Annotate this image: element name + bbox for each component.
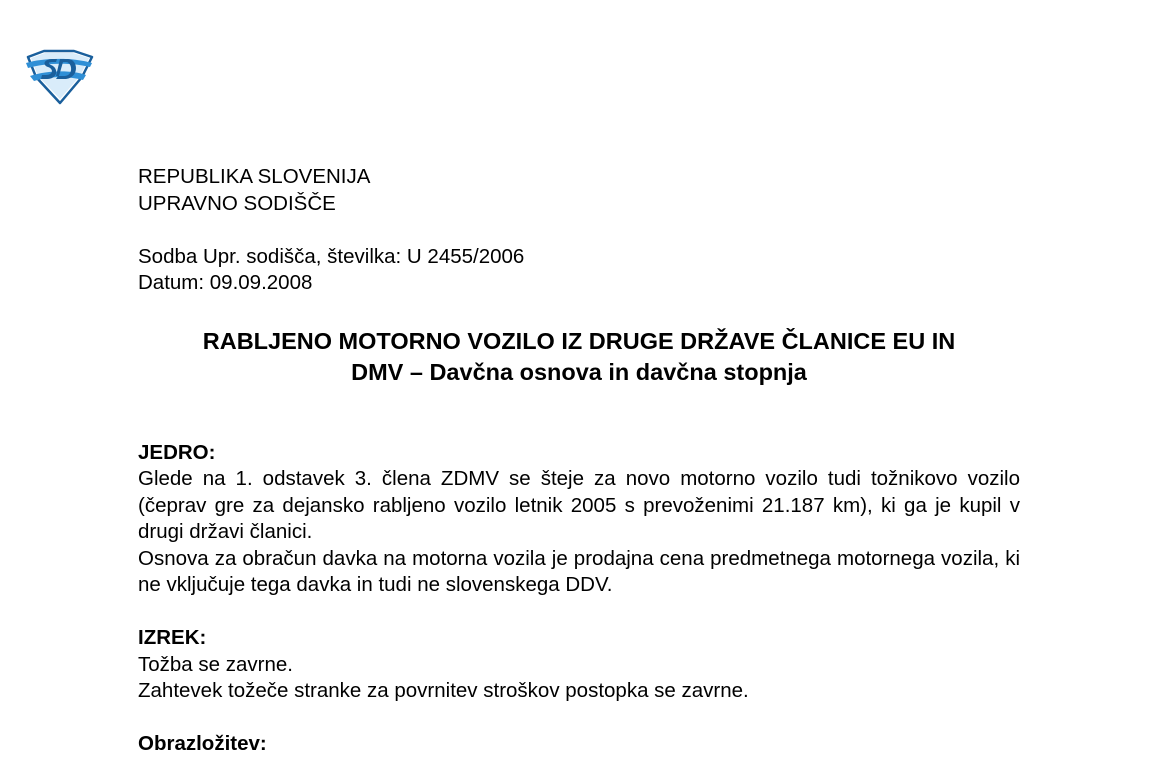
izrek-heading: IZREK: bbox=[138, 626, 207, 649]
title-line-1: RABLJENO MOTORNO VOZILO IZ DRUGE DRŽAVE ČLANICE EU IN bbox=[202, 327, 956, 354]
judgment-date: Datum: 09.09.2008 bbox=[138, 271, 313, 294]
jedro-paragraph-1: Glede na 1. odstavek 3. člena ZDMV se šteje za novo motorno vozilo tudi tožnikovo vozilo (čeprav gre za dejansko rabljeno vozilo letnik 2005 s prevoženimi 21.187 km), ki ga je kupil v drugi državi članici. bbox=[138, 467, 1020, 543]
court-label: UPRAVNO SODIŠČE bbox=[138, 191, 336, 215]
section-izrek bbox=[138, 625, 1020, 705]
izrek-line-2: Zahtevek tožeče stranke za povrnitev stroškov postopka se zavrne. bbox=[138, 679, 749, 702]
document-body bbox=[138, 164, 1020, 758]
republic-label: REPUBLIKA SLOVENIJA bbox=[138, 165, 371, 188]
jedro-paragraph-2: Osnova za obračun davka na motorna vozila je prodajna cena predmetnega motornega vozila, ki ne vključuje tega davka in tudi ne slovenskega DDV. bbox=[138, 546, 1020, 596]
jedro-heading: JEDRO: bbox=[138, 440, 216, 464]
sd-logo-icon bbox=[22, 49, 96, 105]
sd-logo bbox=[22, 49, 96, 105]
section-jedro bbox=[138, 440, 1020, 599]
izrek-line-1: Tožba se zavrne. bbox=[138, 652, 293, 676]
obrazlozitev-heading: Obrazložitev: bbox=[138, 732, 267, 755]
section-obrazlozitev bbox=[138, 731, 1020, 758]
title-line-2: DMV – Davčna osnova in davčna stopnja bbox=[351, 358, 807, 385]
document-title bbox=[138, 326, 1020, 388]
judgment-number: Sodba Upr. sodišča, številka: U 2455/2006 bbox=[138, 244, 525, 268]
